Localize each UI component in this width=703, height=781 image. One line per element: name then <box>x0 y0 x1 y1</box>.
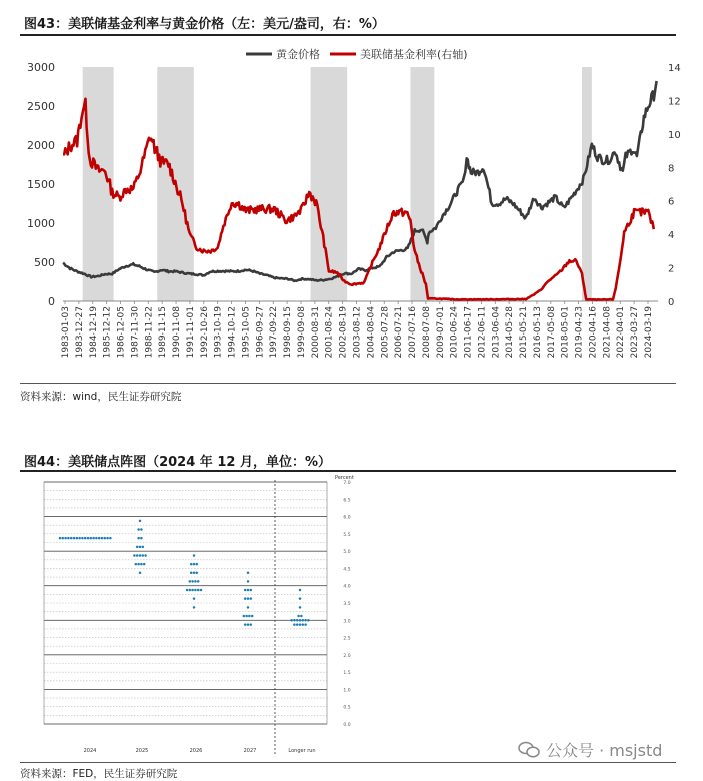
rate-dot <box>137 563 140 566</box>
rate-dot <box>142 554 145 557</box>
dot-y-axis-title: Percent <box>335 475 354 481</box>
rate-dot <box>251 615 254 618</box>
fig43-top-rule <box>20 34 676 36</box>
x-tick-label: 2003-08-12 <box>352 306 363 359</box>
y-right-tick-label: 10 <box>668 129 681 141</box>
rate-dot <box>139 520 142 523</box>
rate-dot <box>87 537 90 540</box>
rate-dot <box>104 537 107 540</box>
dot-y-tick-label: 5.5 <box>343 532 351 538</box>
y-left-tick-label: 3000 <box>27 61 55 74</box>
y-right-tick-label: 14 <box>668 63 681 74</box>
y-left-tick-label: 0 <box>48 295 55 308</box>
rate-dot <box>250 589 253 592</box>
rate-dot <box>304 623 307 626</box>
x-tick-label: 2021-04-08 <box>602 306 613 359</box>
rate-dot <box>247 572 250 575</box>
x-tick-label: 1985-12-12 <box>102 306 113 359</box>
y-left-tick-label: 1000 <box>27 217 55 230</box>
rate-dot <box>109 537 112 540</box>
y-right-tick-label: 4 <box>668 230 675 242</box>
rate-dot <box>296 619 299 622</box>
x-tick-label: 1996-09-27 <box>255 306 266 359</box>
wechat-icon <box>518 741 540 759</box>
rate-dot <box>59 537 62 540</box>
rate-dot <box>304 619 307 622</box>
rate-dot <box>307 619 310 622</box>
rate-dot <box>200 589 203 592</box>
x-tick-label: 2007-07-16 <box>408 306 419 359</box>
rate-dot <box>300 615 303 618</box>
rate-dot <box>139 554 142 557</box>
rate-dot <box>299 597 302 600</box>
fig44-chart <box>0 474 703 764</box>
fig43-chart <box>0 40 703 390</box>
dot-y-tick-label: 3.0 <box>343 619 351 625</box>
dot-y-tick-label: 0.0 <box>343 723 351 728</box>
x-tick-label: 2013-06-04 <box>491 306 502 359</box>
rate-dot <box>106 537 109 540</box>
rate-dot <box>81 537 84 540</box>
rate-dot <box>194 589 197 592</box>
x-tick-label: 2015-05-21 <box>519 306 530 359</box>
rate-dot <box>64 537 67 540</box>
fig43-source: 资料来源：wind，民生证券研究院 <box>20 391 182 403</box>
fig44-top-rule <box>20 470 676 472</box>
dot-category-label: Longer run <box>288 748 316 754</box>
rate-dot <box>140 537 143 540</box>
dot-y-tick-label: 6.5 <box>343 498 351 504</box>
rate-dot <box>302 619 305 622</box>
dot-y-tick-label: 5.0 <box>343 550 351 556</box>
x-tick-label: 2018-05-01 <box>560 306 571 359</box>
rate-dot <box>67 537 70 540</box>
rate-dot <box>296 623 299 626</box>
x-tick-label: 1994-10-12 <box>227 306 238 359</box>
x-tick-label: 2010-06-24 <box>449 306 460 359</box>
y-right-tick-label: 12 <box>668 96 681 108</box>
rate-dot <box>190 563 193 566</box>
rate-dot <box>250 623 253 626</box>
rate-dot <box>140 528 143 531</box>
rate-dot <box>196 572 199 575</box>
y-left-tick-label: 500 <box>34 256 55 269</box>
rate-dot <box>136 546 139 549</box>
rate-dot <box>186 589 189 592</box>
rate-dot <box>136 554 139 557</box>
x-tick-label: 1988-11-22 <box>144 306 155 359</box>
rate-dot <box>299 589 302 592</box>
x-tick-label: 1999-09-08 <box>296 306 307 359</box>
rate-dot <box>290 619 293 622</box>
y-right-tick-label: 2 <box>668 263 675 275</box>
x-tick-label: 2000-08-31 <box>310 306 321 359</box>
rate-dot <box>247 589 250 592</box>
x-tick-label: 1987-11-30 <box>130 306 141 359</box>
rate-dot <box>299 606 302 609</box>
rate-dot <box>137 537 140 540</box>
fig43-title: 图43：美联储基金利率与黄金价格（左：美元/盎司，右：%） <box>24 17 385 32</box>
x-tick-label: 2005-07-28 <box>380 306 391 359</box>
rate-dot <box>78 537 81 540</box>
rate-dot <box>90 537 93 540</box>
rate-dot <box>243 615 246 618</box>
rate-dot <box>193 597 196 600</box>
rate-dot <box>250 597 253 600</box>
rate-dot <box>139 546 142 549</box>
rate-dot <box>191 589 194 592</box>
y-right-tick-label: 8 <box>668 163 675 175</box>
x-tick-label: 2006-07-21 <box>394 306 405 359</box>
rate-dot <box>189 580 192 583</box>
dot-category-label: 2027 <box>243 748 257 754</box>
rate-dot <box>197 580 200 583</box>
x-tick-label: 2022-04-01 <box>616 306 627 359</box>
rate-dot <box>142 546 145 549</box>
recession-shade-3 <box>410 67 434 301</box>
rate-dot <box>293 623 296 626</box>
rate-dot <box>244 623 247 626</box>
rate-dot <box>248 615 251 618</box>
rate-dot <box>293 619 296 622</box>
rate-dot <box>191 580 194 583</box>
x-tick-label: 1992-10-26 <box>199 306 210 359</box>
rate-dot <box>244 589 247 592</box>
dot-y-tick-label: 3.5 <box>343 602 351 607</box>
dot-y-tick-label: 4.0 <box>343 584 351 590</box>
rate-dot <box>299 619 302 622</box>
rate-dot <box>137 528 140 531</box>
legend-label-gold: 黄金价格 <box>276 48 320 61</box>
rate-dot <box>302 623 305 626</box>
rate-dot <box>92 537 95 540</box>
x-tick-label: 2024-03-19 <box>644 306 654 359</box>
legend-label-rate: 美联储基金利率(右轴) <box>360 48 468 61</box>
rate-dot <box>98 537 101 540</box>
x-tick-label: 1983-01-03 <box>61 306 71 359</box>
dot-y-tick-label: 2.5 <box>343 636 351 642</box>
rate-dot <box>245 615 248 618</box>
x-tick-label: 2020-04-16 <box>588 306 599 359</box>
rate-dot <box>139 572 142 575</box>
rate-dot <box>101 537 104 540</box>
dot-y-tick-label: 1.5 <box>343 671 351 677</box>
dot-y-tick-label: 7.0 <box>343 481 351 486</box>
fig43-bottom-rule <box>20 383 676 384</box>
rate-dot <box>244 597 247 600</box>
x-tick-label: 1997-09-22 <box>269 306 280 359</box>
x-tick-label: 2001-08-24 <box>324 306 335 359</box>
rate-dot <box>197 589 200 592</box>
x-tick-label: 2002-08-19 <box>338 306 349 359</box>
rate-dot <box>70 537 73 540</box>
rate-dot <box>196 563 199 566</box>
x-tick-label: 1989-11-15 <box>158 306 169 359</box>
rate-dot <box>193 563 196 566</box>
rate-dot <box>133 554 136 557</box>
rate-dot <box>144 554 147 557</box>
rate-dot <box>190 572 193 575</box>
rate-dot <box>135 563 138 566</box>
watermark-text: 公众号 · msjstd <box>546 741 663 760</box>
y-right-tick-label: 6 <box>668 196 675 208</box>
x-tick-label: 2023-03-27 <box>630 306 641 359</box>
fig44-source: 资料来源：FED，民生证券研究院 <box>20 768 178 780</box>
rate-dot <box>143 563 146 566</box>
x-tick-label: 1995-10-05 <box>241 306 252 359</box>
y-left-tick-label: 2000 <box>27 139 55 152</box>
rate-dot <box>84 537 87 540</box>
y-right-tick-label: 0 <box>668 297 675 308</box>
x-tick-label: 2017-05-08 <box>546 306 557 359</box>
rate-dot <box>193 606 196 609</box>
rate-dot <box>140 563 143 566</box>
rate-dot <box>62 537 65 540</box>
fig44-title: 图44：美联储点阵图（2024 年 12 月，单位：%） <box>24 455 331 470</box>
x-tick-label: 1983-12-27 <box>74 306 85 359</box>
x-tick-label: 2012-06-11 <box>477 306 488 359</box>
x-tick-label: 2009-07-01 <box>435 306 446 359</box>
rate-dot <box>247 597 250 600</box>
rate-dot <box>297 615 300 618</box>
rate-dot <box>189 589 192 592</box>
rate-dot <box>194 580 197 583</box>
x-tick-label: 2004-08-04 <box>366 306 377 359</box>
x-tick-label: 1986-12-05 <box>116 306 127 359</box>
x-tick-label: 2019-04-23 <box>574 306 585 359</box>
x-tick-label: 2014-05-28 <box>505 306 516 359</box>
rate-dot <box>73 537 76 540</box>
dot-y-tick-label: 4.5 <box>343 567 351 573</box>
x-tick-label: 1998-09-15 <box>283 306 294 359</box>
watermark <box>518 738 662 761</box>
rate-dot <box>247 623 250 626</box>
dot-y-tick-label: 0.5 <box>343 705 351 711</box>
x-tick-label: 2011-06-17 <box>463 306 474 359</box>
fig44-bottom-rule <box>20 762 676 763</box>
x-tick-label: 1993-10-19 <box>213 306 224 359</box>
x-tick-label: 1991-11-01 <box>185 306 196 359</box>
dot-category-label: 2026 <box>189 748 203 754</box>
dot-category-label: 2024 <box>83 748 97 754</box>
dot-category-label: 2025 <box>135 748 149 754</box>
y-left-tick-label: 2500 <box>27 100 55 113</box>
rate-dot <box>247 580 250 583</box>
x-tick-label: 1990-11-08 <box>172 306 183 359</box>
x-tick-label: 2008-07-08 <box>421 306 432 359</box>
series-gold-price <box>63 81 657 281</box>
dot-y-tick-label: 1.0 <box>343 688 351 694</box>
x-tick-label: 1984-12-19 <box>88 306 99 359</box>
rate-dot <box>76 537 79 540</box>
y-left-tick-label: 1500 <box>27 178 55 191</box>
x-tick-label: 2016-05-13 <box>532 306 543 359</box>
rate-dot <box>193 572 196 575</box>
rate-dot <box>193 554 196 557</box>
dot-y-tick-label: 2.0 <box>343 653 351 659</box>
dot-y-tick-label: 6.0 <box>343 515 351 521</box>
rate-dot <box>95 537 98 540</box>
rate-dot <box>247 606 250 609</box>
rate-dot <box>299 623 302 626</box>
